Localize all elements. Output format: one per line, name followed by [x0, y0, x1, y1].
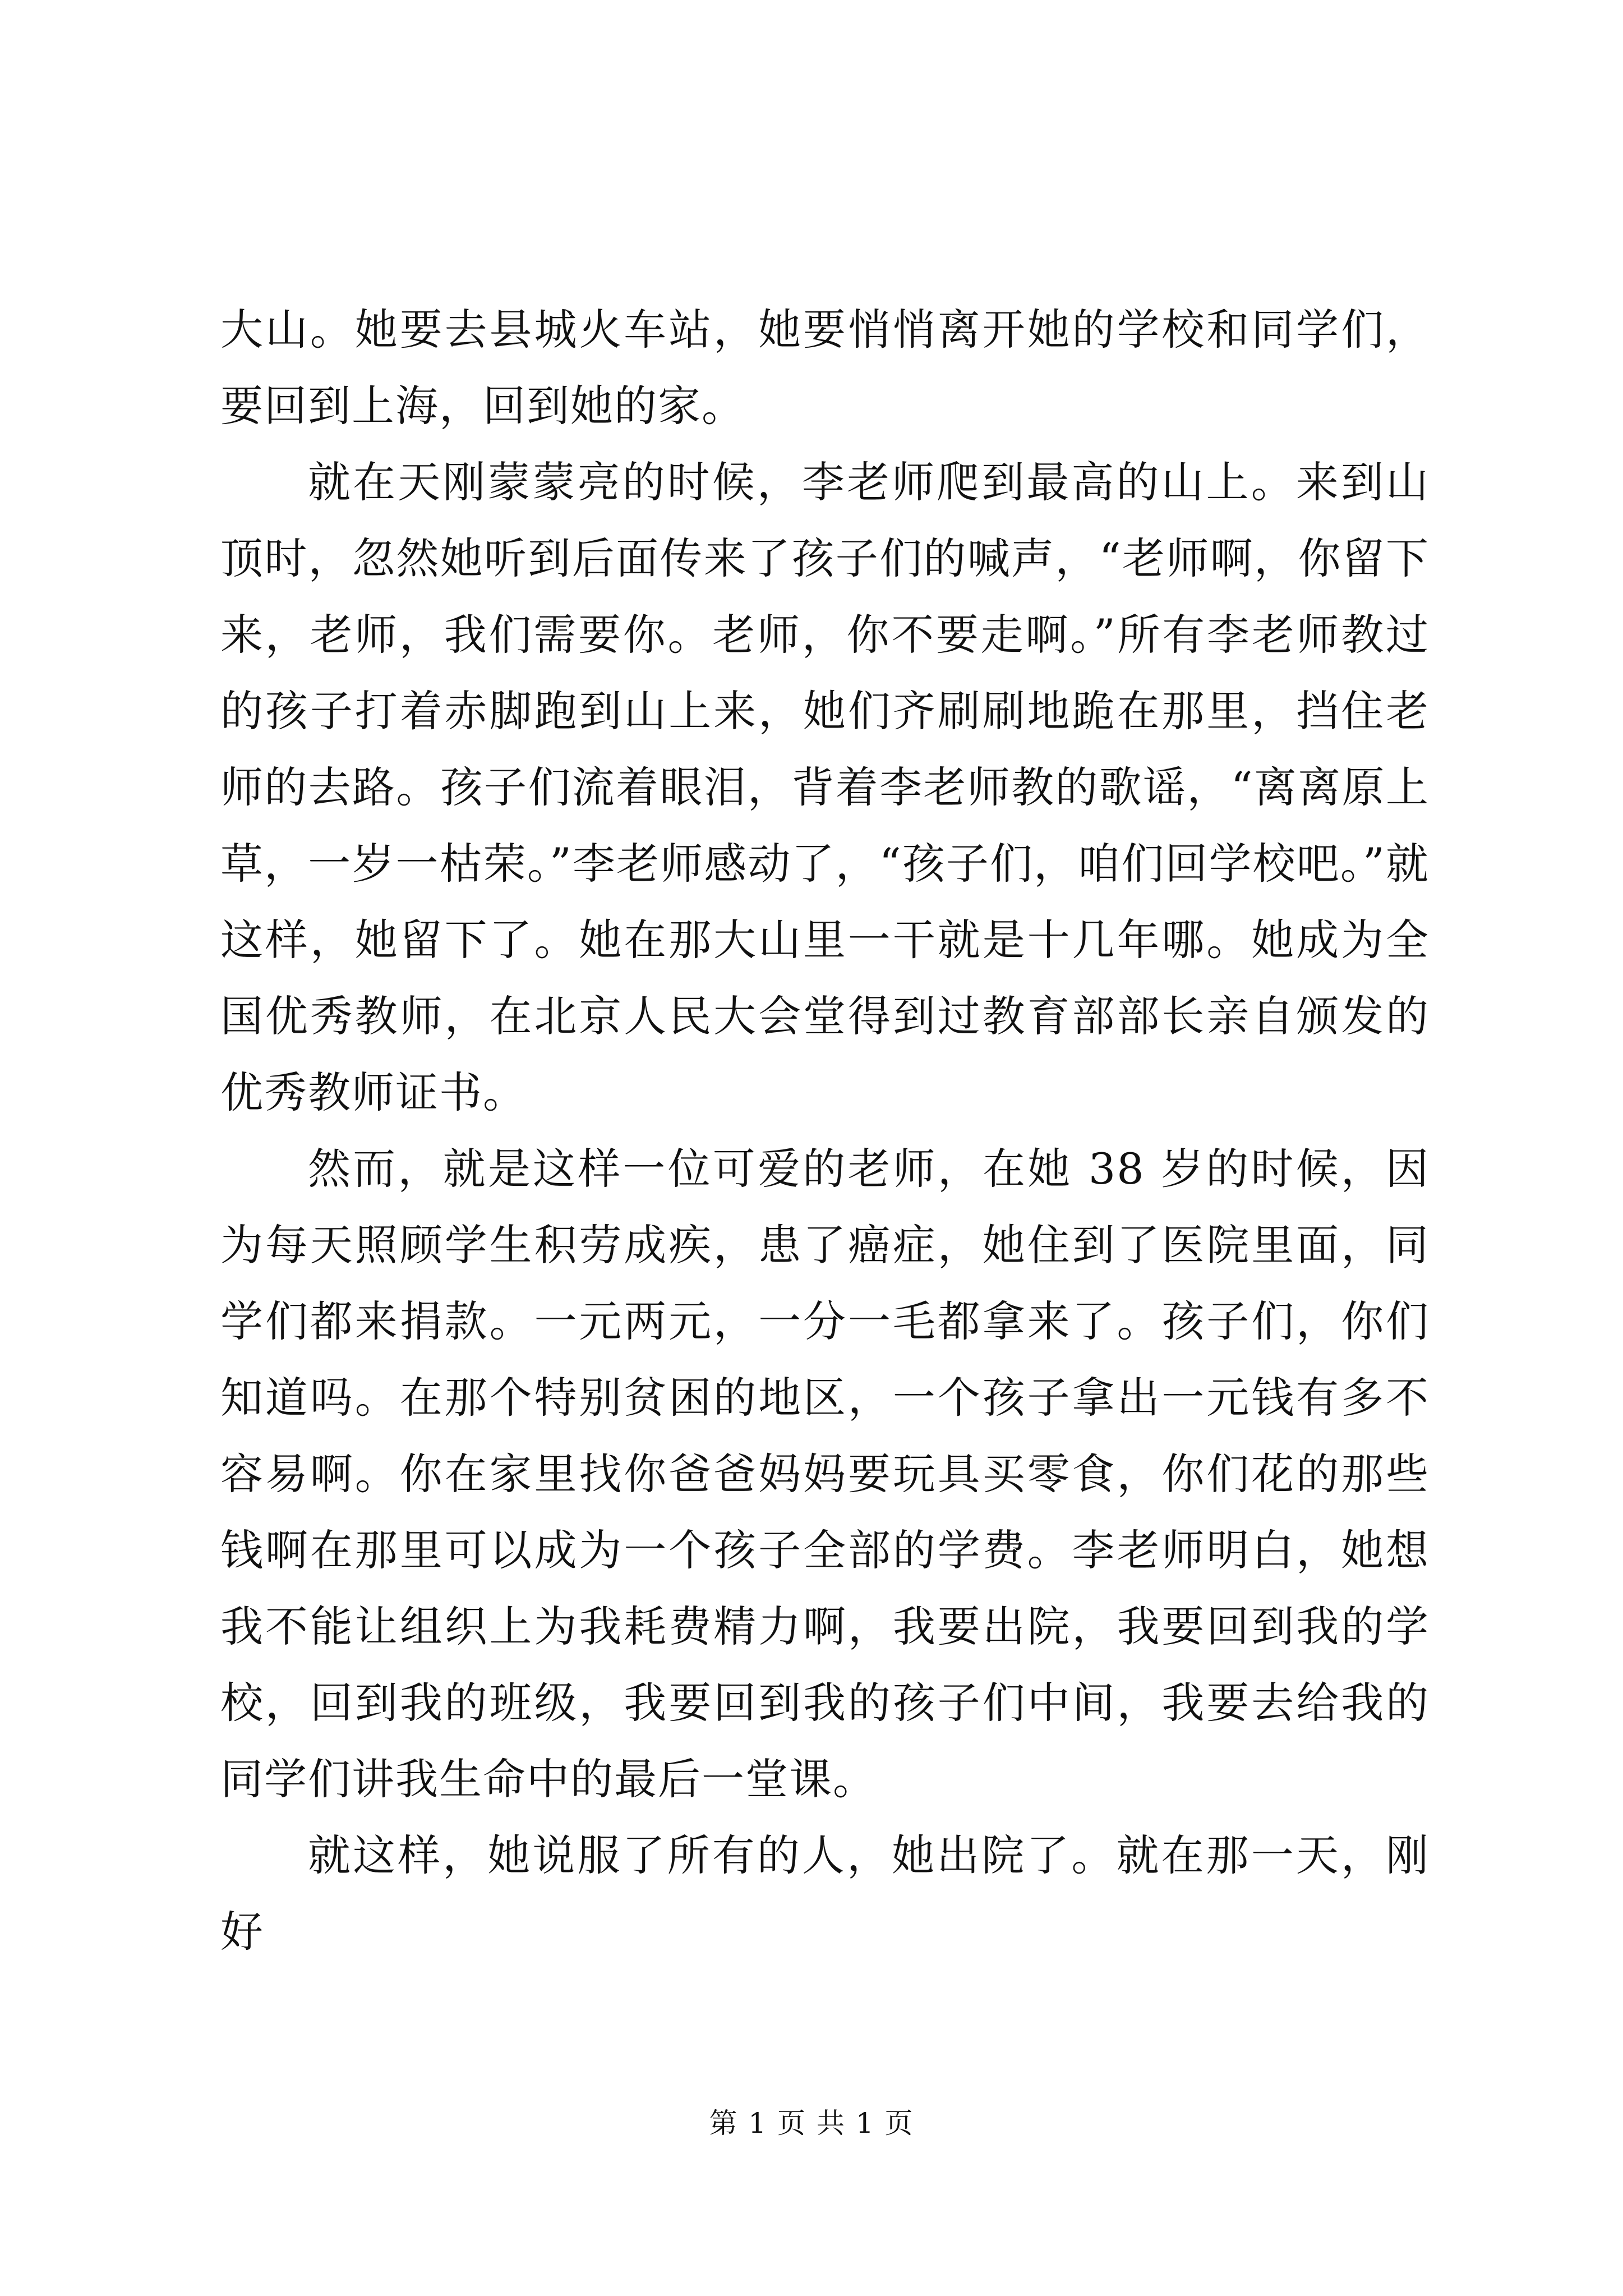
paragraph-4: 就这样，她说服了所有的人，她出院了。就在那一天，刚好 [220, 1830, 1430, 1957]
body-text [220, 292, 1430, 1970]
page-footer: 第 1 页 共 1 页 [709, 2107, 914, 2139]
paragraph-2: 就在天刚蒙蒙亮的时候，李老师爬到最高的山上。来到山顶时，忽然她听到后面传来了孩子们的喊声，“老师啊，你留下来，老师，我们需要你。老师，你不要走啊。”所有李老师教过的孩子打着赤脚跑到山上来，她们齐刷刷地跪在那里，挡住老师的去路。孩子们流着眼泪，背着李老师教的歌谣，“离离原上草，一岁一枯荣。”李老师感动了，“孩子们，咱们回学校吧。”就这样，她留下了。她在那大山里一干就是十几年哪。她成为全国优秀教师，在北京人民大会堂得到过教育部部长亲自颁发的优秀教师证书。 [220, 457, 1430, 1117]
paragraph-3: 然而，就是这样一位可爱的老师，在她 38 岁的时候，因为每天照顾学生积劳成疾，患了癌症，她住到了医院里面，同学们都来捐款。一元两元，一分一毛都拿来了。孩子们，你们知道吗。在那个特别贫困的地区，一个孩子拿出一元钱有多不容易啊。你在家里找你爸爸妈妈要玩具买零食，你们花的那些钱啊在那里可以成为一个孩子全部的学费。李老师明白，她想我不能让组织上为我耗费精力啊，我要出院，我要回到我的学校，回到我的班级，我要回到我的孩子们中间，我要去给我的同学们讲我生命中的最后一堂课。 [220, 1144, 1430, 1804]
paragraph-1: 大山。她要去县城火车站，她要悄悄离开她的学校和同学们，要回到上海，回到她的家。 [220, 305, 1430, 431]
